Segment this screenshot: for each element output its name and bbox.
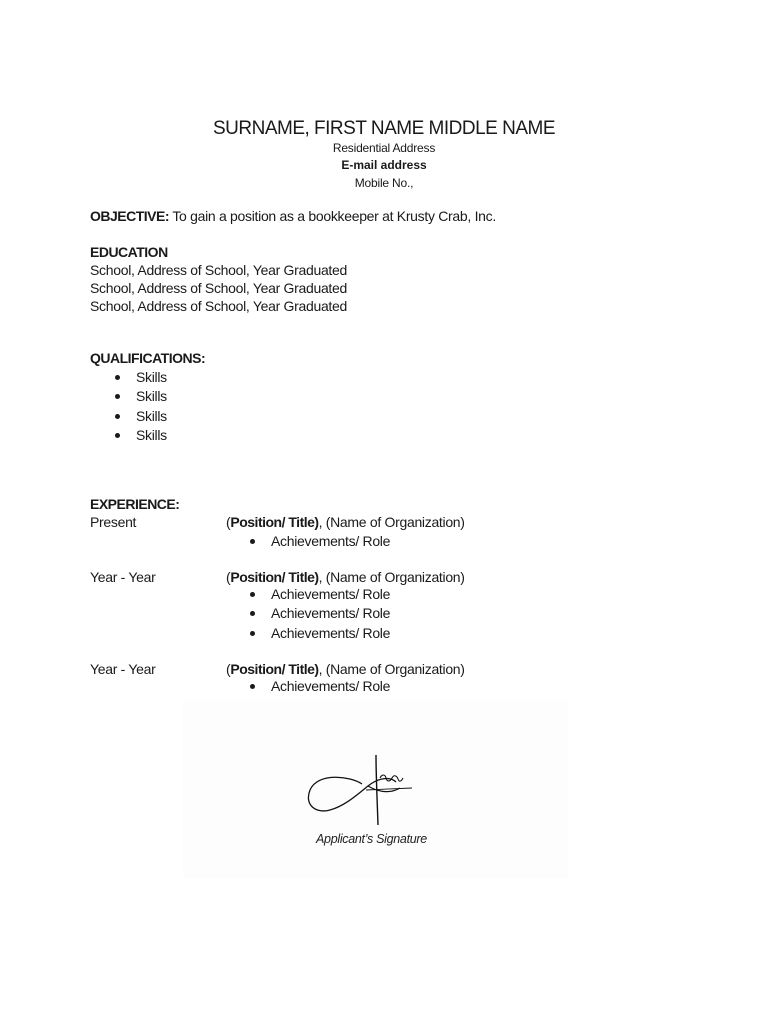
email-address: E-mail address <box>341 158 427 172</box>
achievement-item: Achievements/ Role <box>271 677 390 696</box>
experience-position <box>226 660 465 678</box>
education-entry: School, Address of School, Year Graduated <box>90 262 347 278</box>
objective-label: OBJECTIVE: <box>90 208 170 224</box>
education-heading: EDUCATION <box>90 244 168 260</box>
qualifications-heading: QUALIFICATIONS: <box>90 350 206 366</box>
achievement-item: Achievements/ Role <box>271 624 390 643</box>
qualification-item: Skills <box>136 407 167 426</box>
paren: ( <box>226 514 231 530</box>
position-title: Position/ Title) <box>230 661 319 677</box>
experience-position <box>226 568 465 586</box>
qualifications-list <box>136 368 167 445</box>
objective-text: To gain a position as a bookkeeper at Krusty Crab, Inc. <box>169 208 496 224</box>
signature-caption: Applicant’s Signature <box>316 832 427 846</box>
experience-bullets <box>271 677 390 696</box>
residential-address: Residential Address <box>332 141 436 155</box>
experience-date: Year - Year <box>90 661 156 677</box>
experience-bullets <box>271 532 390 551</box>
mobile-number: Mobile No., <box>354 176 414 190</box>
organization-name: , (Name of Organization) <box>318 661 465 677</box>
applicant-name: SURNAME, FIRST NAME MIDDLE NAME <box>212 118 556 139</box>
experience-heading: EXPERIENCE: <box>90 496 180 512</box>
organization-name: , (Name of Organization) <box>318 514 465 530</box>
education-entry: School, Address of School, Year Graduated <box>90 280 347 296</box>
experience-date: Present <box>90 514 137 530</box>
experience-position <box>226 513 465 531</box>
achievement-item: Achievements/ Role <box>271 604 390 623</box>
achievement-item: Achievements/ Role <box>271 585 390 604</box>
qualification-item: Skills <box>136 426 167 445</box>
position-title: Position/ Title) <box>230 514 319 530</box>
position-title: Position/ Title) <box>230 569 319 585</box>
experience-bullets <box>271 585 390 643</box>
paren: ( <box>226 661 231 677</box>
qualification-item: Skills <box>136 368 167 387</box>
organization-name: , (Name of Organization) <box>318 569 465 585</box>
experience-date: Year - Year <box>90 569 156 585</box>
achievement-item: Achievements/ Role <box>271 532 390 551</box>
paren: ( <box>226 569 231 585</box>
handwritten-signature <box>300 750 420 830</box>
objective-line <box>90 207 496 225</box>
education-entry: School, Address of School, Year Graduated <box>90 298 347 314</box>
qualification-item: Skills <box>136 387 167 406</box>
